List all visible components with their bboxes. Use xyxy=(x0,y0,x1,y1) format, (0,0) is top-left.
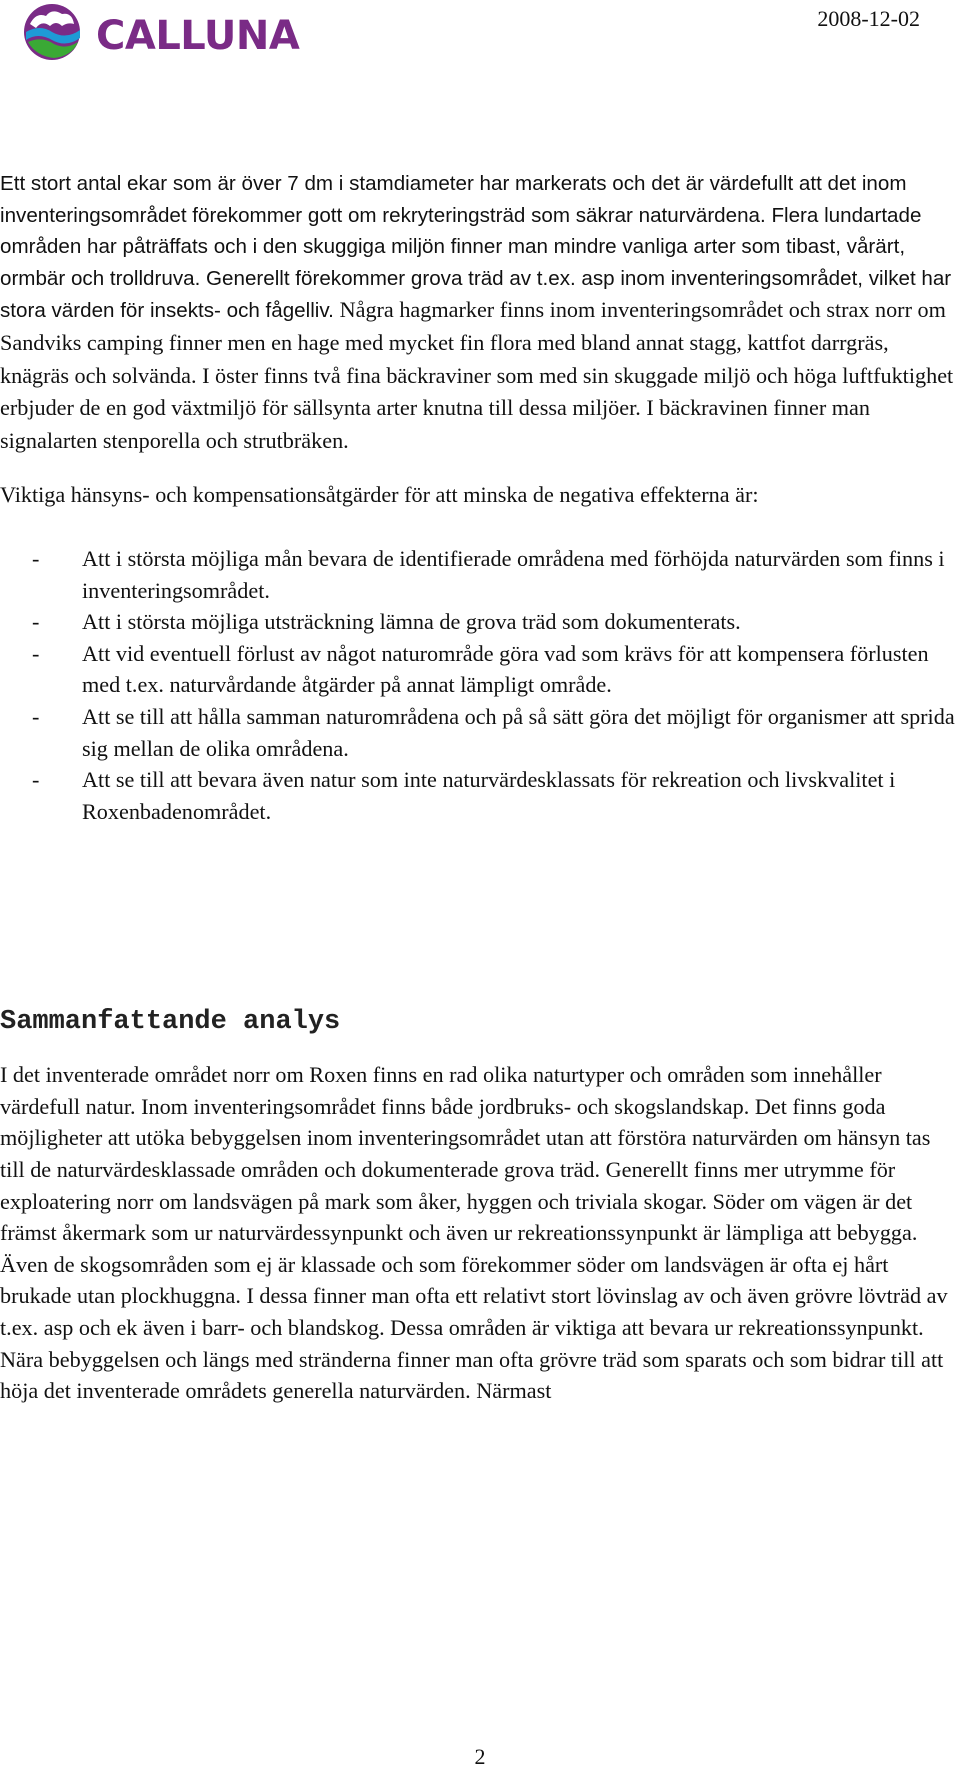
list-item-text: Att se till att hålla samman naturområdena och på så sätt göra det möjligt för organismer att sprida sig mellan de olika områdena. xyxy=(82,703,955,761)
list-item xyxy=(0,606,958,638)
document-date: 2008-12-02 xyxy=(817,6,920,31)
document-body xyxy=(0,168,958,1407)
list-item-text: Att vid eventuell förlust av något naturområde göra vad som krävs för att kompensera förlusten med t.ex. naturvårdande åtgärder på annat lämpligt område. xyxy=(82,640,929,698)
list-item xyxy=(0,701,958,764)
section-heading: Sammanfattande analys xyxy=(0,1007,341,1038)
calluna-logo xyxy=(22,2,302,68)
calluna-logo-icon xyxy=(22,2,86,62)
paragraph-summary: I det inventerade området norr om Roxen finns en rad olika naturtyper och områden som innehåller värdefull natur. Inom inventeringsområdet finns både jordbruks- och skogslandskap. Det finns goda möjligheter att utöka bebyggelsen inom inventeringsområdet utan att förstöra naturvärden om hänsyn tas till de naturvärdesklassade områden och dokumenterade grova träd. Generellt finns mer utrymme för exploatering norr om landsvägen på mark som åker, hyggen och triviala skogar. Söder om vägen är det främst åkermark som ur naturvärdessynpunkt och även ur rekreationssynpunkt är lämpliga att bebygga. Även de skogsområden som ej är klassade och som förekommer söder om landsvägen är ofta ej hårt brukade utan plockhuggna. I dessa finner man ofta ett relativt stort lövinslag av och även grövre lövträd av t.ex. asp och ek även i barr- och blandskog. Dessa områden är viktiga att bevara ur rekreationssynpunkt. Nära bebyggelsen och längs med stränderna finner man ofta grövre träd som sparats och som bidrar till att höja det inventerade områdets generella naturvärden. Närmast xyxy=(0,1062,948,1404)
list-dash: - xyxy=(32,609,40,635)
list-item xyxy=(0,543,958,606)
paragraph-oak-trees-serif: Några hagmarker finns inom inventeringsområdet och strax norr om Sandviks camping finner men en hage med mycket fin flora med bland annat stagg, kattfot darrgräs, knägräs och solvända. I öster finns två fina bäckraviner som med sin skuggade miljö och höga luftfuktighet erbjuder de en god växtmiljö för sällsynta arter knutna till dessa miljöer. I bäckravinen finner man signalarten stenporella och strutbräken. xyxy=(0,297,954,453)
page-number: 2 xyxy=(474,1744,486,1769)
list-dash: - xyxy=(32,767,40,793)
paragraph-oak-trees xyxy=(0,168,958,457)
logo-wordmark: CALLUNA xyxy=(96,13,300,59)
list-item-text: Att i största möjliga utsträckning lämna de grova träd som dokumenterats. xyxy=(82,609,741,635)
paragraph-measures-intro: Viktiga hänsyns- och kompensationsåtgärder för att minska de negativa effekterna är: xyxy=(0,482,759,508)
measures-list xyxy=(0,543,958,827)
list-dash: - xyxy=(32,703,40,729)
list-dash: - xyxy=(32,545,40,571)
list-item xyxy=(0,638,958,701)
paragraph-oak-trees-sans: Ett stort antal ekar som är över 7 dm i stamdiameter har markerats och det är värdefullt att det inom inventeringsområdet förekommer gott om rekryteringsträd som säkrar naturvärdena. Flera lundartade områden har påträffats och i den skuggiga miljön finner man mindre vanliga arter som tibast, vårärt, ormbär och trolldruva. Generellt förekommer grova träd av t.ex. asp inom inventeringsområdet, vilket har stora värden för insekts- och fågelliv. xyxy=(0,172,952,323)
list-item-text: Att i största möjliga mån bevara de identifierade områdena med förhöjda naturvärden som finns i inventeringsområdet. xyxy=(82,545,945,603)
list-item-text: Att se till att bevara även natur som inte naturvärdesklassats för rekreation och livskvalitet i Roxenbadenområdet. xyxy=(82,767,896,824)
list-dash: - xyxy=(32,640,40,666)
list-item xyxy=(0,764,958,827)
